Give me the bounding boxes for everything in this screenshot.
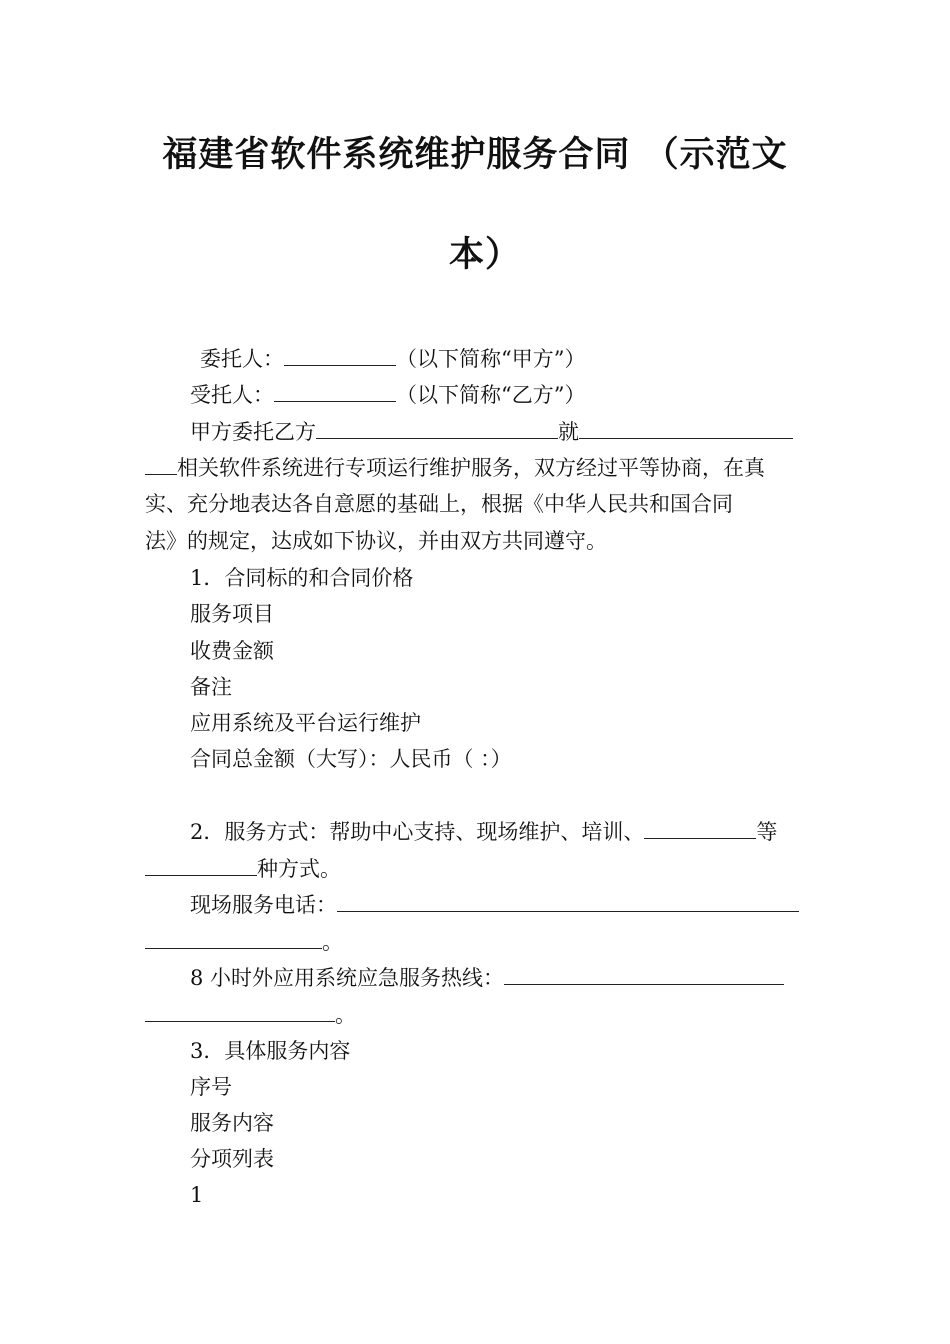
section-1-item: 服务项目 <box>190 602 274 626</box>
section-3-item: 序号 <box>190 1075 232 1099</box>
onsite-phone-blank <box>337 891 799 912</box>
section-2-line-1 <box>190 818 777 845</box>
entrust-prefix: 甲方委托乙方 <box>190 420 316 444</box>
service-method-blank-2 <box>145 855 257 876</box>
onsite-phone-line-2 <box>145 928 343 955</box>
entrust-line-3: 实、充分地表达各自意愿的基础上，根据《中华人民共和国合同 <box>145 492 733 516</box>
hotline-blank <box>504 964 784 985</box>
section-3-item: 1 <box>190 1183 204 1207</box>
entrust-line-2 <box>145 454 765 481</box>
hotline-line-2 <box>145 1001 356 1028</box>
document-title-line-1: 福建省软件系统维护服务合同 （示范文 <box>162 135 788 175</box>
entrust-line-2-text: 相关软件系统进行专项运行维护服务，双方经过平等协商，在真 <box>177 456 765 480</box>
party-b-line <box>190 381 585 408</box>
service-methods-count-text: 种方式。 <box>257 857 341 881</box>
party-b-blank <box>274 381 396 402</box>
section-2-line-2 <box>145 855 341 882</box>
party-b-label: 受托人： <box>190 383 274 407</box>
hotline-label: 8 小时外应用系统应急服务热线： <box>190 966 505 990</box>
hotline-end: 。 <box>335 1003 356 1027</box>
contract-total-line: 合同总金额（大写）：人民币（ ：） <box>190 747 512 771</box>
hotline-blank-2 <box>145 1001 335 1022</box>
entrust-blank-3 <box>145 454 177 475</box>
entrust-line-4: 法》的规定，达成如下协议，并由双方共同遵守。 <box>145 529 607 553</box>
section-1-item: 应用系统及平台运行维护 <box>190 711 421 735</box>
service-method-blank-1 <box>644 818 756 839</box>
service-methods-text: 2．服务方式：帮助中心支持、现场维护、培训、 <box>190 820 645 844</box>
party-b-suffix: （以下简称“乙方”） <box>396 383 586 407</box>
section-1-item: 收费金额 <box>190 639 274 663</box>
section-1-item: 备注 <box>190 675 232 699</box>
party-a-blank <box>284 345 396 366</box>
onsite-phone-line <box>190 891 799 918</box>
party-a-suffix: （以下简称“甲方”） <box>396 347 586 371</box>
section-3-heading: 3．具体服务内容 <box>190 1039 351 1063</box>
party-a-line <box>200 345 585 372</box>
party-a-label: 委托人： <box>200 347 284 371</box>
entrust-mid: 就 <box>558 420 579 444</box>
section-3-item: 服务内容 <box>190 1111 274 1135</box>
entrust-blank-2 <box>579 418 793 439</box>
section-3-item: 分项列表 <box>190 1147 274 1171</box>
onsite-phone-blank-2 <box>145 928 322 949</box>
section-1-heading: 1．合同标的和合同价格 <box>190 566 414 590</box>
onsite-phone-label: 现场服务电话： <box>190 893 337 917</box>
entrust-blank-1 <box>316 418 558 439</box>
onsite-phone-end: 。 <box>322 930 343 954</box>
entrust-line-1 <box>190 418 793 445</box>
service-methods-suffix: 等 <box>756 820 778 844</box>
document-title-line-2: 本） <box>448 235 521 275</box>
hotline-line <box>190 964 784 991</box>
